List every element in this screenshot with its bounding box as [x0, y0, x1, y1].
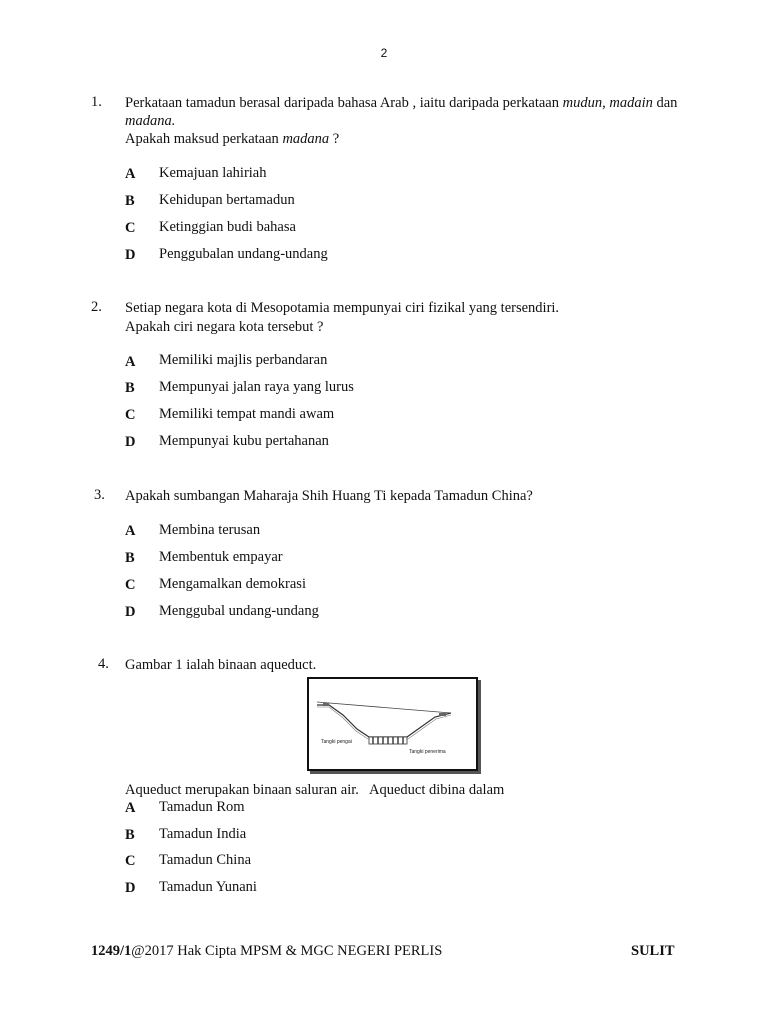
option-letter: C [125, 577, 136, 593]
question-number: 3. [94, 487, 105, 503]
option-letter: B [125, 380, 135, 396]
footer-status: SULIT [631, 943, 675, 959]
copyright-text: @2017 Hak Cipta MPSM & MGC NEGERI PERLIS [131, 943, 443, 959]
question-text: Setiap negara kota di Mesopotamia mempunyai ciri fizikal yang tersendiri. [125, 300, 560, 316]
option-text: Tamadun China [159, 852, 252, 868]
option-text: Menggubal undang-undang [159, 603, 319, 619]
option-letter: C [125, 220, 136, 236]
option-text: Membina terusan [159, 522, 261, 538]
page-number: 2 [380, 46, 388, 60]
option-text: Membentuk empayar [159, 549, 283, 565]
option-letter: D [125, 880, 136, 896]
option-text: Penggubalan undang-undang [159, 246, 328, 262]
option-letter: A [125, 523, 136, 539]
question-number: 2. [91, 299, 102, 315]
question-number: 1. [91, 94, 102, 110]
option-text: Tamadun Yunani [159, 879, 257, 895]
option-letter: C [125, 407, 136, 423]
option-text: Tamadun India [159, 826, 247, 842]
option-letter: A [125, 800, 136, 816]
option-text: Memiliki tempat mandi awam [159, 406, 335, 422]
option-text: Ketinggian budi bahasa [159, 219, 296, 235]
aqueduct-diagram [309, 679, 476, 769]
question-prompt: Aqueduct merupakan binaan saluran air. Aqueduct dibina dalam [125, 782, 505, 798]
option-letter: A [125, 354, 136, 370]
option-text: Tamadun Rom [159, 799, 245, 815]
question-prompt: Apakah maksud perkataan madana ? [125, 131, 340, 147]
option-letter: A [125, 166, 136, 182]
option-letter: B [125, 827, 135, 843]
question-text: Gambar 1 ialah binaan aqueduct. [125, 657, 317, 673]
option-letter: B [125, 550, 135, 566]
question-text: Perkataan tamadun berasal daripada bahasa Arab , iaitu daripada perkataan mudun, madain dan [125, 95, 678, 111]
figure-label-left: Tangki pengai [321, 739, 352, 745]
option-text: Mengamalkan demokrasi [159, 576, 306, 592]
option-letter: C [125, 853, 136, 869]
option-text: Kehidupan bertamadun [159, 192, 295, 208]
figure-label-right: Tangki penerima [409, 749, 446, 755]
paper-code: 1249/1 [91, 943, 132, 959]
option-letter: B [125, 193, 135, 209]
option-letter: D [125, 604, 136, 620]
footer-copyright [91, 943, 442, 960]
option-text: Mempunyai kubu pertahanan [159, 433, 329, 449]
question-number: 4. [98, 656, 109, 672]
option-text: Memiliki majlis perbandaran [159, 352, 328, 368]
aqueduct-figure [307, 677, 478, 771]
question-prompt: Apakah ciri negara kota tersebut ? [125, 319, 324, 335]
option-letter: D [125, 434, 136, 450]
option-letter: D [125, 247, 136, 263]
option-text: Mempunyai jalan raya yang lurus [159, 379, 354, 395]
option-text: Kemajuan lahiriah [159, 165, 267, 181]
question-text-cont: madana. [125, 113, 176, 129]
question-text: Apakah sumbangan Maharaja Shih Huang Ti kepada Tamadun China? [125, 488, 533, 504]
